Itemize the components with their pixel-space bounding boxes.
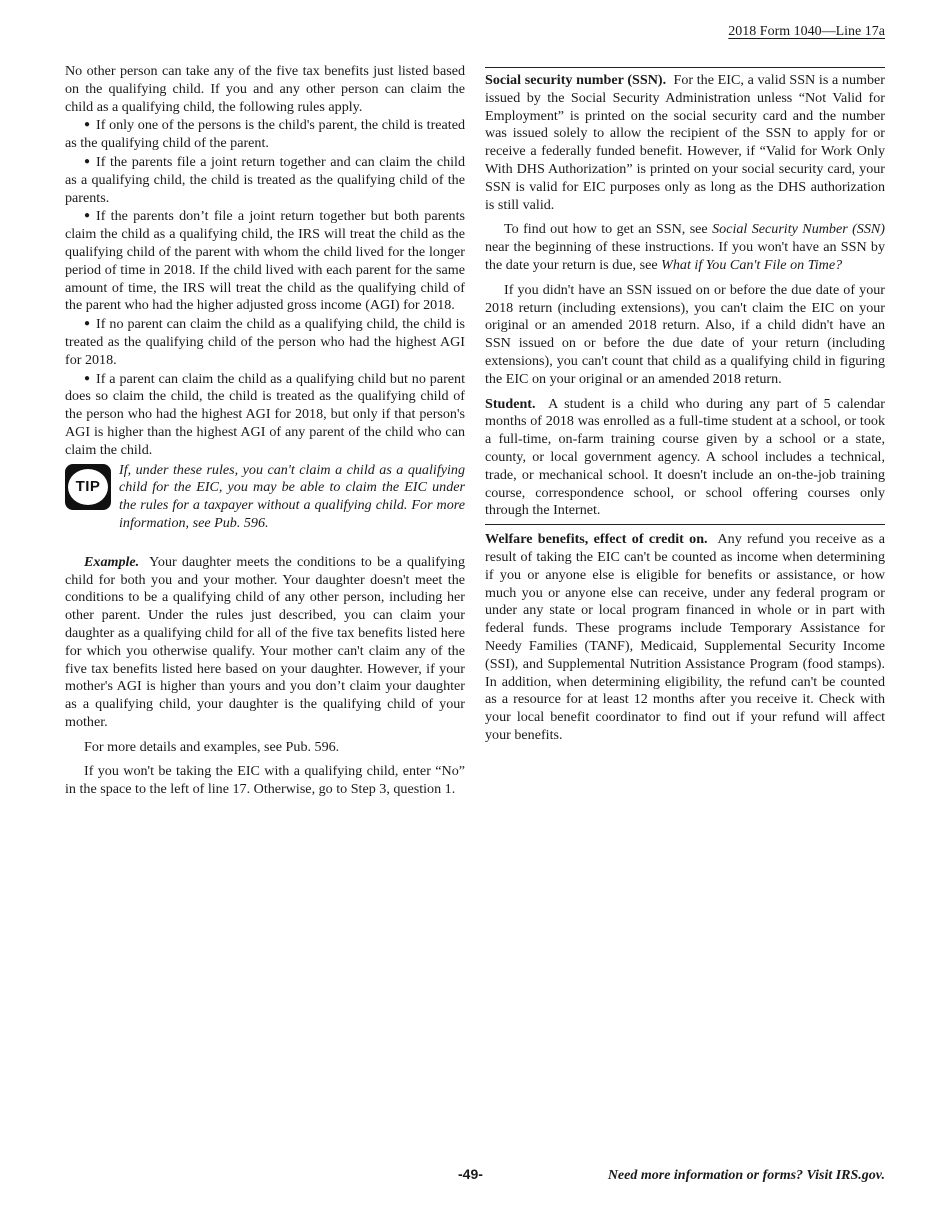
closing-paragraph: If you won't be taking the EIC with a qualifying child, enter “No” in the space to the left of line 17. Otherwise, go to Step 3, question 1. bbox=[65, 763, 465, 798]
student-heading: Student. bbox=[485, 395, 536, 412]
details-paragraph: For more details and examples, see Pub. 596. bbox=[84, 738, 340, 755]
bullet-icon: ● bbox=[84, 318, 91, 330]
footer-more-info: Need more information or forms? Visit IRS.gov. bbox=[607, 1168, 885, 1183]
rule-bullet-2: ● If the parents file a joint return together and can claim the child as a qualifying child, the child is treated as the qualifying child of the parents. bbox=[65, 153, 465, 206]
bullet-icon: ● bbox=[84, 155, 91, 167]
rule-bullet-3: ● If the parents don’t file a joint return together but both parents claim the child as a qualifying child, the IRS will treat the child as the qualifying child of the parent with whom the child lived for the longer period of time in 2018. If the child lived with each parent for the same amount of time, the IRS will treat the child as the qualifying child of the parent who had the higher adjusted gross income (AGI) for 2018. bbox=[65, 208, 465, 314]
ssn-section: Social security number (SSN). For the EIC, a valid SSN is a number issued by the Social Security Administration unless “Not Valid for Employment” is printed on the social security card and the number was issued solely to allow the recipient of the SSN to apply for or receive a federally funded benefit. However, if “Valid for Work Only With DHS Authorization” is printed on your social security card, your SSN is valid for EIC purposes only as long as the DHS authorization is still valid. bbox=[485, 67, 885, 214]
bullet-icon: ● bbox=[84, 372, 91, 384]
bullet-icon: ● bbox=[84, 210, 91, 222]
rule-bullet-4: ● If no parent can claim the child as a qualifying child, the child is treated as the qualifying child of the person who had the highest AGI for 2018. bbox=[65, 316, 465, 368]
rule-bullet-1: ● If only one of the persons is the child's parent, the child is treated as the qualifying child of the parent. bbox=[65, 117, 465, 152]
ssn-due-paragraph: If you didn't have an SSN issued on or before the due date of your 2018 return (including extensions), you can't claim the EIC on your original or an amended 2018 return. Also, if a child didn't have an SSN issued on or before the due date of your return (including extensions), you can't count that child as a qualifying child in figuring the EIC on your original or an amended 2018 return. bbox=[485, 281, 885, 387]
rule-bullet-5: ● If a parent can claim the child as a qualifying child but no parent does so claim the child, the child is treated as the qualifying child of the person who had the highest AGI for 2018, but only if that person's AGI is higher than the highest AGI of any parent of the child who can claim the child. bbox=[65, 370, 465, 458]
page-header: 2018 Form 1040—Line 17a bbox=[728, 24, 885, 39]
tip-box bbox=[65, 462, 465, 533]
bullet-icon: ● bbox=[84, 119, 91, 131]
welfare-section: Welfare benefits, effect of credit on. Any refund you receive as a result of taking the EIC can't be counted as income when determining if you or anyone else is eligible for benefits or assistance, or how much you or anyone else can receive, under any federal program or under any state or local program financed in whole or in part with federal funds. These programs include Temporary Assistance for Needy Families (TANF), Medicaid, Supplemental Security Income (SSI), and Supplemental Nutrition Assistance Program (food stamps). In addition, when determining eligibility, the refund can't be counted as a resource for at least 12 months after you receive it. Check with your local benefit coordinator to find out if your refund will affect your benefits. bbox=[485, 524, 885, 745]
page-number: -49- bbox=[458, 1166, 483, 1182]
intro-paragraph: No other person can take any of the five tax benefits just listed based on the qualifying child. If you and any other person can claim the child as a qualifying child, the following rules apply. bbox=[65, 63, 465, 115]
example-paragraph: Example. Your daughter meets the conditions to be a qualifying child for both you and your mother. Your daughter doesn't meet the conditions to be a qualifying child of any other person, including her other parent. Under the rules just described, you can claim your daughter as a qualifying child for all of the five tax benefits listed here for which you otherwise qualify. Your mother can't claim any of the five tax benefits listed here based on your daughter. However, if your mother's AGI is higher than yours and you don’t claim your daughter as a qualifying child, your daughter is the qualifying child of your mother. bbox=[65, 553, 465, 730]
tip-text: If, under these rules, you can't claim a child as a qualifying child for the EIC, you may be able to claim the EIC under the rules for a taxpayer without a qualifying child. For more information, see Pub. 596. bbox=[119, 461, 465, 531]
student-section: Student. A student is a child who during any part of 5 calendar months of 2018 was enrolled as a full-time student at a school, or took a full-time, on-farm training course given by a school or a state, county, or local government agency. A school includes a technical, trade, or mechanical school. It doesn't include an on-the-job training course, correspondence school, or school offering courses only through the Internet. bbox=[485, 395, 885, 519]
tip-icon bbox=[65, 464, 113, 516]
right-column bbox=[485, 67, 885, 745]
left-column bbox=[65, 63, 465, 799]
ssn-find-paragraph: To find out how to get an SSN, see Social Security Number (SSN) near the beginning of these instructions. If you won't have an SSN by the date your return is due, see What if You Can't File on Time? bbox=[485, 221, 885, 273]
welfare-heading: Welfare benefits, effect of credit on. bbox=[485, 531, 708, 548]
ssn-heading: Social security number (SSN). bbox=[485, 72, 667, 88]
tip-label: TIP bbox=[75, 477, 101, 495]
example-label: Example. bbox=[84, 553, 140, 570]
